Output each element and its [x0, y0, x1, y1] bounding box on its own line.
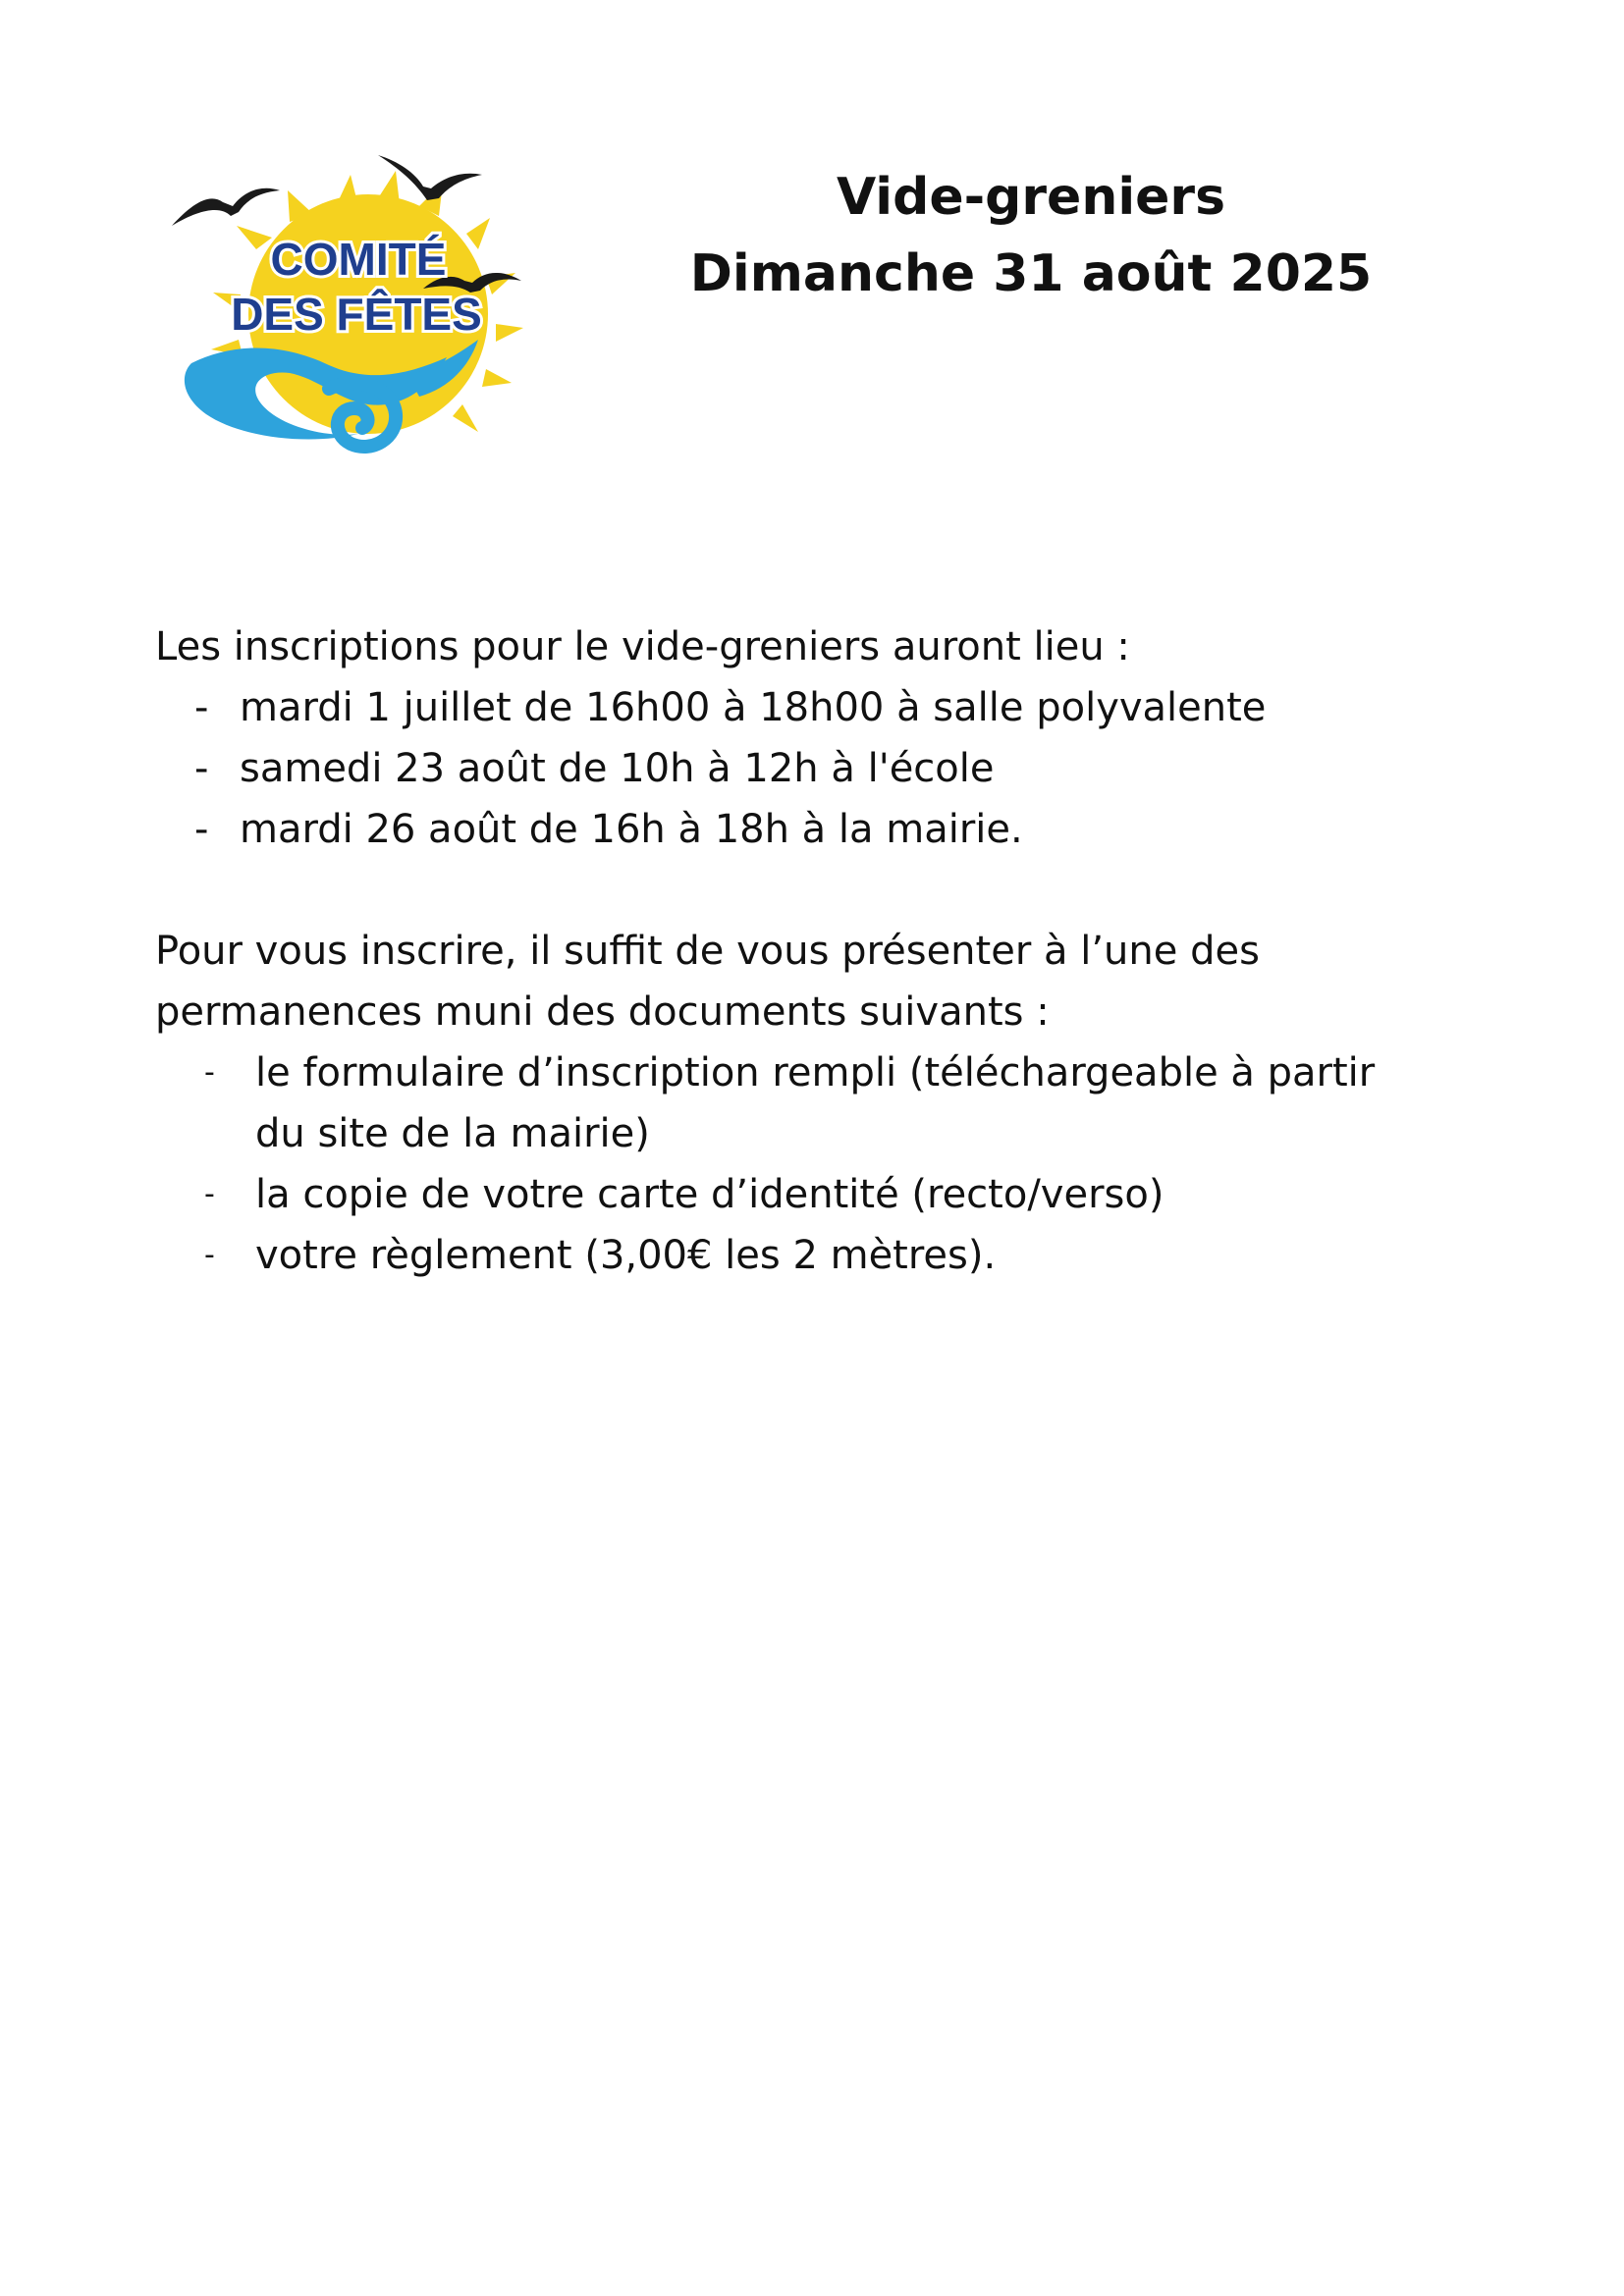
event-date: Dimanche 31 août 2025: [689, 244, 1373, 303]
document-item-text: votre règlement (3,00€ les 2 mètres).: [255, 1233, 997, 1278]
seagull-icon: [172, 188, 280, 226]
list-item: [155, 738, 1510, 799]
list-bullet: -: [194, 746, 209, 791]
session-text: samedi 23 août de 10h à 12h à l'école: [240, 746, 995, 791]
logo-line2: DES FÊTES: [231, 289, 482, 340]
registration-sessions-list: [155, 677, 1510, 860]
list-bullet: -: [194, 685, 209, 730]
comite-des-fetes-logo: [162, 147, 574, 461]
page-title: Vide-greniers: [836, 168, 1226, 227]
session-text: mardi 1 juillet de 16h00 à 18h00 à salle polyvalente: [240, 685, 1267, 730]
list-bullet: -: [204, 1238, 215, 1272]
documents-intro-line2: permanences muni des documents suivants :: [155, 989, 1050, 1035]
document-item-text: la copie de votre carte d’identité (recto/verso): [255, 1172, 1164, 1217]
list-item: [155, 1164, 1510, 1225]
session-text: mardi 26 août de 16h à 18h à la mairie.: [240, 807, 1023, 852]
document-body: [155, 616, 1510, 1286]
list-bullet: -: [204, 1055, 215, 1090]
list-item: [155, 677, 1510, 738]
documents-intro-line1: Pour vous inscrire, il suffit de vous présenter à l’une des: [155, 929, 1260, 974]
logo-line1: COMITÉ: [270, 234, 447, 285]
document-item-text: du site de la mairie): [255, 1111, 650, 1156]
list-item: [155, 1042, 1510, 1164]
list-bullet: -: [204, 1177, 215, 1211]
document-item-text: le formulaire d’inscription rempli (téléchargeable à partir: [255, 1050, 1376, 1095]
list-item: [155, 1225, 1510, 1286]
documents-list: [155, 1042, 1510, 1286]
list-item: [155, 799, 1510, 860]
list-bullet: -: [194, 807, 209, 852]
registration-intro: Les inscriptions pour le vide-greniers auront lieu :: [155, 624, 1130, 669]
header: [677, 159, 1384, 312]
